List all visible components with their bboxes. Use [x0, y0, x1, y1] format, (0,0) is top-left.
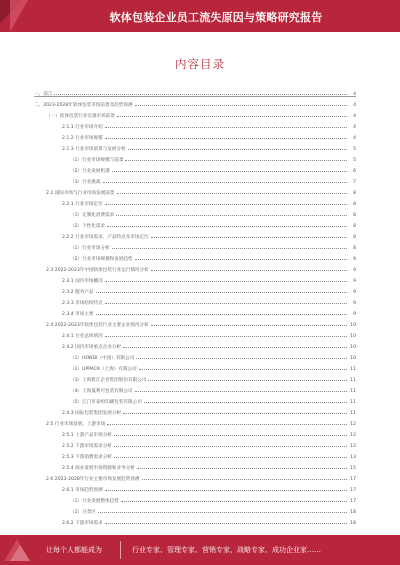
toc-entry-title: （1）行业发展整体趋势	[70, 499, 119, 504]
toc-entry-title: 2.1.3 行业市场前景与发展分析	[62, 147, 126, 152]
toc-entry-page: 12	[350, 422, 356, 427]
toc-leader-dots	[107, 424, 347, 425]
toc-entry-page: 17	[350, 477, 356, 482]
toc-leader-dots	[117, 193, 348, 194]
toc-entry[interactable]	[34, 427, 356, 438]
toc-entry-page: 11	[350, 400, 356, 405]
toc-entry-page: 9	[353, 312, 356, 317]
toc-entry[interactable]	[34, 196, 356, 207]
toc-entry-title: 2.6 2023-2028年行业主要市场发展趋势预测	[46, 477, 140, 482]
toc-entry-page: 4	[353, 114, 356, 119]
toc-entry[interactable]	[34, 482, 356, 493]
toc-entry[interactable]	[34, 218, 356, 229]
toc-leader-dots	[105, 490, 347, 491]
toc-leader-dots	[135, 259, 347, 260]
toc-leader-dots	[125, 160, 347, 161]
toc-entry-title: 2.3.3 市场结构特点	[62, 301, 103, 306]
toc-leader-dots	[54, 94, 347, 95]
toc-entry[interactable]	[34, 163, 356, 174]
toc-entry[interactable]	[34, 251, 356, 262]
toc-entry-title: 2.6.2 下游市场需求	[62, 521, 103, 526]
toc-entry-page: 4	[353, 103, 356, 108]
toc-leader-dots	[112, 248, 347, 249]
toc-divider	[34, 96, 356, 97]
toc-entry-page: 11	[350, 389, 356, 394]
toc-entry-title: 2.6.1 市场趋势预测	[62, 488, 103, 493]
toc-entry-page: 15	[350, 466, 356, 471]
toc-entry-title: 2.1.1 行业市场介绍	[62, 125, 103, 130]
toc-leader-dots	[123, 413, 347, 414]
toc-leader-dots	[136, 358, 347, 359]
toc-entry-title: （2）分类区	[70, 510, 96, 515]
toc-leader-dots	[98, 512, 347, 513]
toc-leader-dots	[117, 116, 347, 117]
header-bar	[0, 0, 400, 32]
toc-leader-dots	[114, 435, 347, 436]
toc-entry-title: 2.2.1 行业市场定位	[62, 202, 103, 207]
toc-entry[interactable]	[34, 174, 356, 185]
toc-entry[interactable]	[34, 306, 356, 317]
toc-entry-page: 17	[350, 488, 356, 493]
toc-leader-dots	[105, 204, 347, 205]
toc-entry[interactable]	[34, 152, 356, 163]
toc-leader-dots	[105, 336, 347, 337]
toc-entry-page: 8	[353, 213, 356, 218]
toc-entry-title: 2.5.1 上游产品市场分析	[62, 433, 112, 438]
toc-entry-page: 10	[350, 345, 356, 350]
toc-entry-title: 2.5 行业市场发展、上游市场	[46, 422, 106, 427]
toc-entry-title: （2）行业市场规模和发展趋势	[70, 257, 133, 262]
toc-leader-dots	[96, 314, 347, 315]
toc-entry-title: 2.4.3 国际包装集团发展分析	[62, 411, 122, 416]
toc-leader-dots	[114, 446, 347, 447]
toc-entry-title: 2.3 2022-2023年中国软体包装行业运行情况分析	[46, 268, 149, 273]
toc-entry[interactable]	[34, 229, 356, 240]
toc-entry-page: 12	[350, 433, 356, 438]
toc-entry[interactable]	[34, 240, 356, 251]
toc-leader-dots	[137, 468, 347, 469]
logo-icon	[4, 539, 30, 561]
toc-entry[interactable]	[34, 405, 356, 416]
toc-leader-dots	[107, 226, 347, 227]
toc-entry-page: 5	[353, 147, 356, 152]
toc-leader-dots	[144, 402, 347, 403]
toc-entry-title: （2）UPPACK（上海）有限公司	[70, 367, 137, 372]
report-title: 软体包装企业员工流失原因与策略研究报告	[109, 11, 323, 24]
toc-leader-dots	[151, 270, 347, 271]
toc-leader-dots	[112, 171, 347, 172]
toc-entry[interactable]	[34, 207, 356, 218]
toc-entry[interactable]	[34, 317, 356, 328]
toc-leader-dots	[151, 325, 347, 326]
toc-entry[interactable]	[34, 372, 356, 383]
toc-entry-page: 4	[353, 125, 356, 130]
toc-entry-title: （1）行业市场分析	[70, 246, 110, 251]
toc-entry[interactable]	[34, 108, 356, 119]
toc-entry-page: 11	[350, 378, 356, 383]
toc-entry-page: 17	[350, 499, 356, 504]
toc-entry[interactable]	[34, 273, 356, 284]
toc-entry[interactable]	[34, 504, 356, 515]
toc-entry-page: 9	[353, 257, 356, 262]
toc-leader-dots	[139, 369, 347, 370]
toc-entry-title: （5）江门市泰恒印刷包装有限公司	[70, 400, 142, 405]
toc-leader-dots	[142, 479, 347, 480]
toc-entry-page: 8	[353, 224, 356, 229]
footer-bar	[0, 535, 400, 565]
toc-entry-title: （2）行业发展机遇	[70, 169, 110, 174]
toc-leader-dots	[105, 127, 347, 128]
toc-entry-title: 2.2.2 行业市场需求、产品特点及市场定位	[62, 235, 149, 240]
toc-entry-title: 二、2023-2028年软体包装市场前景及趋势预测	[34, 103, 133, 108]
toc-entry[interactable]	[34, 416, 356, 427]
toc-entry-page: 5	[353, 158, 356, 163]
toc-entry-page: 9	[353, 268, 356, 273]
toc-leader-dots	[103, 182, 348, 183]
toc-entry-page: 18	[350, 521, 356, 526]
toc-leader-dots	[105, 281, 347, 282]
toc-leader-dots	[114, 457, 347, 458]
toc-entry-title: 2.5.3 下游消费需求分析	[62, 455, 112, 460]
toc-entry-page: 7	[353, 180, 356, 185]
toc-entry-page: 9	[353, 279, 356, 284]
toc-entry-page: 13	[350, 455, 356, 460]
toc-entry[interactable]	[34, 185, 356, 196]
toc-entry-title: （3）行业挑战	[70, 180, 101, 185]
toc-entry[interactable]	[34, 119, 356, 130]
toc-entry-page: 9	[353, 290, 356, 295]
footer-roles: 行业专家、管理专家、营销专家、战略专家、成功企业家……	[132, 546, 321, 554]
toc-entry-title: 2.3.2 服务产品	[62, 290, 94, 295]
toc-entry-page: 4	[353, 92, 356, 97]
toc-entry[interactable]	[34, 328, 356, 339]
toc-entry[interactable]	[34, 471, 356, 482]
toc-entry[interactable]	[34, 295, 356, 306]
toc-entry-title: （一）软体包装行业宏观市场前景	[46, 114, 115, 119]
toc-entry[interactable]	[34, 394, 356, 405]
toc-entry[interactable]	[34, 383, 356, 394]
toc-entry-page: 12	[350, 444, 356, 449]
toc-entry[interactable]	[34, 97, 356, 108]
toc-entry-title: 2.3.4 市场主要	[62, 312, 94, 317]
toc-leader-dots	[151, 237, 347, 238]
toc-leader-dots	[116, 215, 347, 216]
toc-entry-page: 10	[350, 356, 356, 361]
toc-entry[interactable]	[34, 438, 356, 449]
toc-entry-page: 10	[350, 323, 356, 328]
toc-leader-dots	[121, 501, 347, 502]
toc-entry-title: 2.4.2 国内市场重点企业分析	[62, 345, 122, 350]
toc-leader-dots	[105, 303, 347, 304]
toc-entry-title: （2）个性化需求	[70, 224, 106, 229]
toc-entry-title: （4）上海曼利可包装有限公司	[70, 389, 133, 394]
toc-entry-page: 9	[353, 301, 356, 306]
toc-entry-page: 6	[353, 169, 356, 174]
toc-leader-dots	[128, 149, 347, 150]
toc-entry[interactable]	[34, 141, 356, 152]
toc-leader-dots	[148, 380, 347, 381]
toc-entry[interactable]	[34, 262, 356, 273]
toc-entry[interactable]	[34, 339, 356, 350]
toc-entry[interactable]	[34, 130, 356, 141]
toc-entry-page: 11	[350, 367, 356, 372]
toc-entry[interactable]	[34, 284, 356, 295]
toc-entry-page: 11	[350, 411, 356, 416]
toc-entry-title: 2.3.1 国内市场概况	[62, 279, 103, 284]
toc-entry-title: （1）HONDI（中国）有限公司	[70, 356, 135, 361]
toc-leader-dots	[105, 138, 347, 139]
toc-entry[interactable]	[34, 515, 356, 526]
toc-entry-title: 2.5.2 下游市场需求分析	[62, 444, 112, 449]
toc-entry[interactable]	[34, 449, 356, 460]
toc-leader-dots	[135, 105, 347, 106]
table-of-contents	[34, 86, 356, 526]
toc-entry-page: 10	[350, 334, 356, 339]
toc-entry-title: 2.4 2022-2023年软体包装行业主要企业情况分析	[46, 323, 149, 328]
toc-entry-title: 一、前言	[34, 92, 53, 97]
toc-entry-title: （3）上海紫江企业集团股份有限公司	[70, 378, 147, 383]
footer-divider	[120, 541, 121, 559]
toc-entry-title: 2.5.4 商业发展市场资源和业务分析	[62, 466, 135, 471]
toc-leader-dots	[105, 523, 347, 524]
toc-leader-dots	[135, 391, 347, 392]
toc-entry[interactable]	[34, 350, 356, 361]
toc-entry-title: （1）定制化消费需求	[70, 213, 115, 218]
toc-entry[interactable]	[34, 460, 356, 471]
toc-entry-page: 8	[353, 246, 356, 251]
toc-entry[interactable]	[34, 493, 356, 504]
toc-entry[interactable]	[34, 361, 356, 372]
toc-entry-page: 8	[353, 191, 356, 196]
footer-slogan: 让每个人都能成为	[46, 546, 102, 554]
toc-leader-dots	[96, 292, 347, 293]
toc-entry-page: 8	[353, 235, 356, 240]
toc-entry-page: 18	[350, 510, 356, 515]
toc-entry-title: 2.2 国际市场与行业市场发展前景	[46, 191, 115, 196]
toc-entry-page: 4	[353, 136, 356, 141]
toc-entry-page: 8	[353, 202, 356, 207]
toc-heading: 内容目录	[175, 57, 225, 71]
header-decoration	[0, 0, 34, 32]
toc-entry-title: （1）行业市场规模与前景	[70, 158, 124, 163]
toc-entry-title: 2.4.1 行业总体情况	[62, 334, 103, 339]
toc-entry-title: 2.1.2 行业市场规模	[62, 136, 103, 141]
toc-leader-dots	[123, 347, 347, 348]
